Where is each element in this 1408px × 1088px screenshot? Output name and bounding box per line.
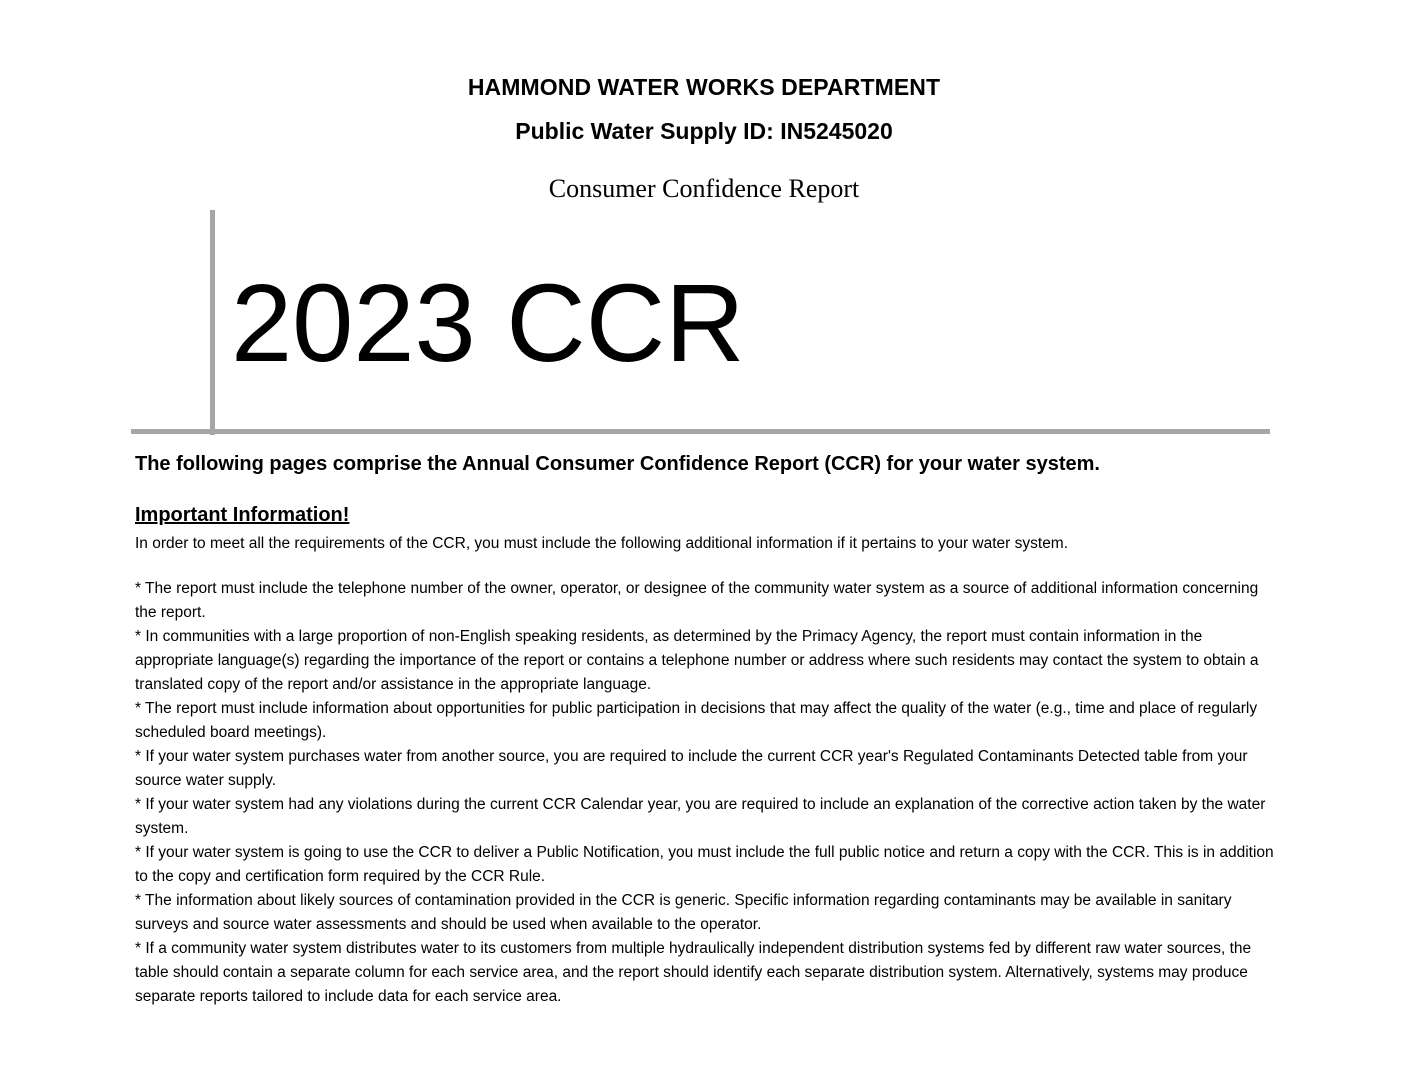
report-type: Consumer Confidence Report bbox=[548, 174, 860, 203]
intro-statement: The following pages comprise the Annual Consumer Confidence Report (CCR) for your water system. bbox=[135, 453, 1100, 475]
vertical-rule bbox=[210, 210, 215, 435]
list-item: * In communities with a large proportion of non-English speaking residents, as determined by the Primacy Agency, the report must contain information in the appropriate language(s) regarding the importance of the report or contains a telephone number or address where such residents may contact the system to obtain a translated copy of the report and/or assistance in the appropriate language. bbox=[135, 628, 1259, 693]
department-name: HAMMOND WATER WORKS DEPARTMENT bbox=[467, 74, 941, 100]
public-water-supply-id: Public Water Supply ID: IN5245020 bbox=[515, 118, 893, 144]
requirements-list bbox=[135, 577, 1275, 1009]
important-heading: Important Information! bbox=[135, 504, 350, 526]
report-title: 2023 CCR bbox=[231, 262, 745, 385]
list-item: * If your water system purchases water from another source, you are required to include the current CCR year's Regulated Contaminants Detected table from your source water supply. bbox=[135, 748, 1248, 789]
important-lead: In order to meet all the requirements of the CCR, you must include the following additional information if it pertains to your water system. bbox=[135, 535, 1069, 552]
list-item: * The information about likely sources of contamination provided in the CCR is generic. Specific information regarding contaminants may be available in sanitary surveys and source water assessments and should be used when available to the operator. bbox=[135, 892, 1232, 933]
list-item: * If a community water system distributes water to its customers from multiple hydraulically independent distribution systems fed by different raw water sources, the table should contain a separate column for each service area, and the report should identify each separate distribution system. Alternatively, systems may produce separate reports tailored to include data for each service area. bbox=[135, 940, 1252, 1005]
list-item: * If your water system is going to use the CCR to deliver a Public Notification, you must include the full public notice and return a copy with the CCR. This is in addition to the copy and certification form required by the CCR Rule. bbox=[135, 844, 1274, 885]
list-item: * The report must include the telephone number of the owner, operator, or designee of the community water system as a source of additional information concerning the report. bbox=[135, 580, 1259, 621]
list-item: * If your water system had any violations during the current CCR Calendar year, you are required to include an explanation of the corrective action taken by the water system. bbox=[135, 796, 1266, 837]
list-item: * The report must include information about opportunities for public participation in decisions that may affect the quality of the water (e.g., time and place of regularly scheduled board meetings). bbox=[135, 700, 1258, 741]
horizontal-rule bbox=[131, 429, 1270, 434]
